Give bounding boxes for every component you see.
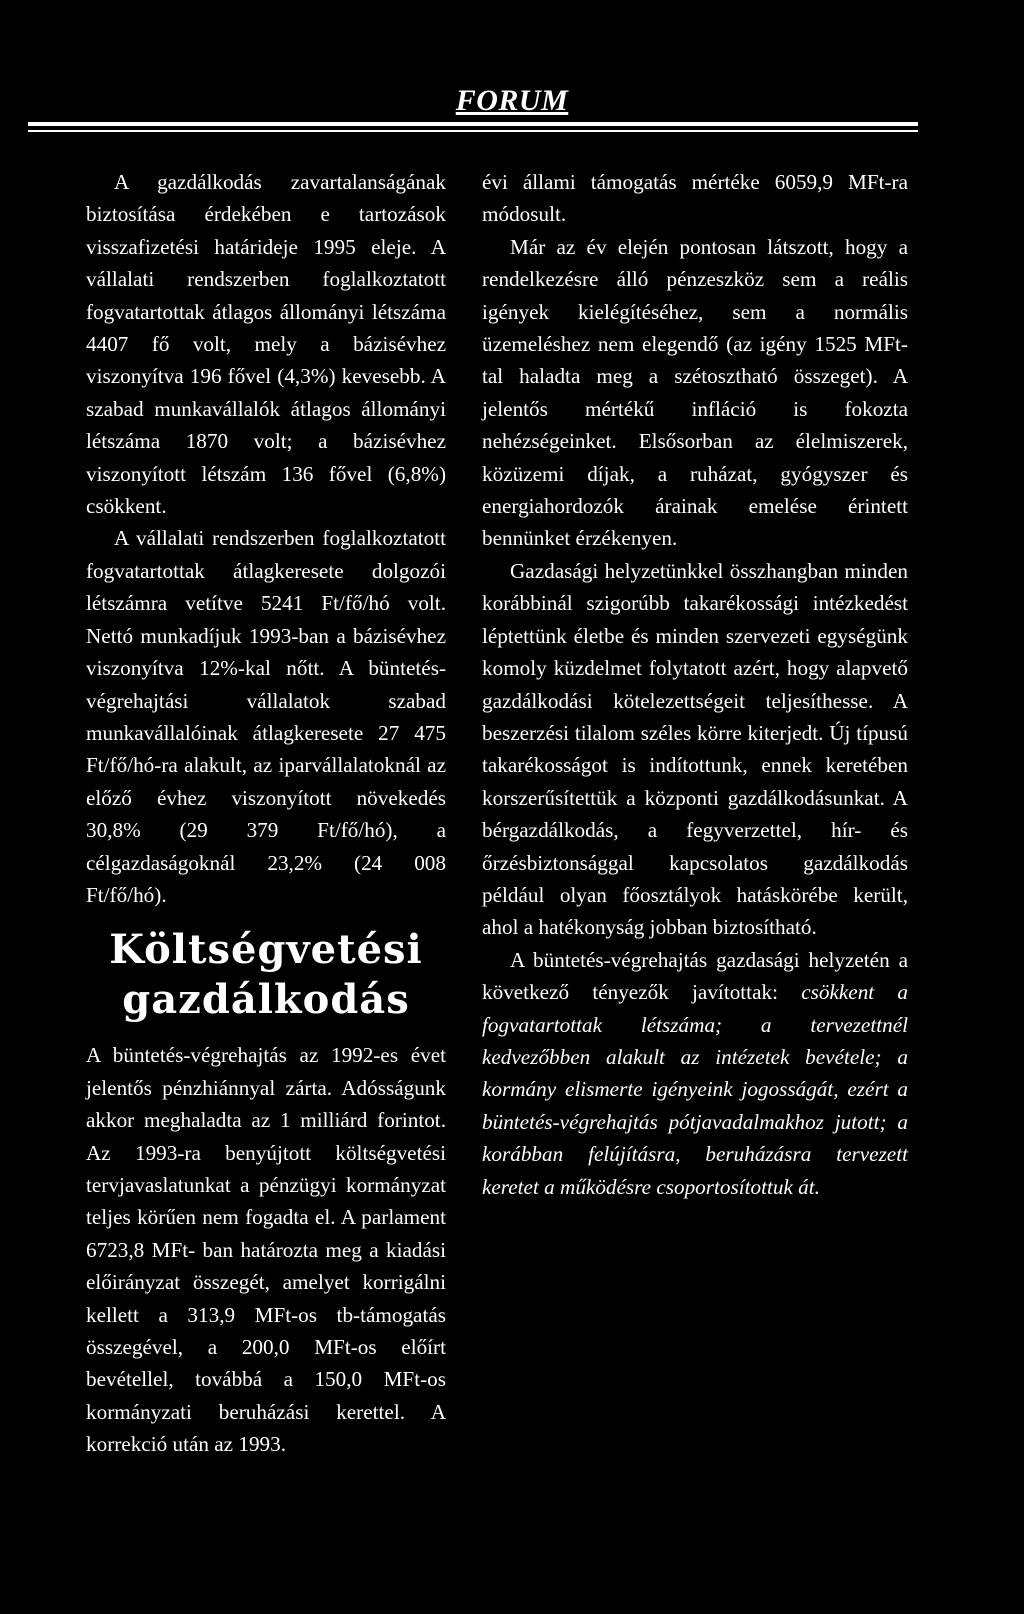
paragraph (482, 944, 908, 1203)
paragraph: évi állami támogatás mértéke 6059,9 MFt-ra módosult. (482, 170, 908, 227)
section-heading: Költségvetési gazdálkodás (109, 926, 423, 1024)
header-rule-thick (28, 122, 918, 126)
paragraph: Gazdasági helyzetünkkel összhangban minden korábbinál szigorúbb takarékossági intézkedést léptettünk életbe és minden szervezeti egységünk komoly küzdelmet folytatott azért, hogy alapvető gazdálkodási kötelezettségeit teljesíthesse. A beszerzési tilalom széles körre kiterjedt. Új típusú takarékosságot is indítottunk, ennek keretében korszerűsítettük a központi gazdálkodásunkat. A bérgazdálkodás, a fegyverzettel, hír- és őrzésbiztonsággal kapcsolatos gazdálkodás például olyan főosztályok hatáskörébe került, ahol a hatékonyság jobban biztosítható. (482, 558, 908, 940)
emphasized-list: csökkent a fogvatartottak létszáma; a tervezettnél kedvezőbben alakult az intézetek bevétele; a kormány elismerte igényeink jogosságát, ezért a büntetés-végrehajtás pótjavadalmakhoz jutott; a korábban felújításra, beruházásra tervezett keretet a működésre csoportosítottuk át. (482, 980, 909, 1199)
paragraph: A büntetés-végrehajtás az 1992-es évet jelentős pénzhiánnyal zárta. Adósságunk akkor meghaladta az 1 milliárd forintot. Az 1993-ra benyújtott költségvetési tervjavaslatunkat a pénzügyi kormányzat teljes körűen nem fogadta el. A parlament 6723,8 MFt- ban határozta meg a kiadási előirányzat összegét, amelyet korrigálni kellett a 313,9 MFt-os tb-támogatás összegével, a 200,0 MFt-os előírt bevétellel, továbbá a 150,0 MFt-os kormányzati beruházási kerettel. A korrekció után az 1993. (86, 1043, 446, 1457)
paragraph-intro: A büntetés-végrehajtás gazdasági helyzetén a következő tényezők javítottak: (482, 947, 908, 1005)
paragraph: A vállalati rendszerben foglalkoztatott fogvatartottak átlagkeresete dolgozói létszámra vetítve 5241 Ft/fő/hó volt. Nettó munkadíjuk 1993-ban a bázisévhez viszonyítva 12%-kal nőtt. A büntetés-végrehajtási vállalatok szabad munkavállalóinak átlagkeresete 27 475 Ft/fő/hó-ra alakult, az iparvállalatoknál az előző évhez viszonyított növekedés 30,8% (29 379 Ft/fő/hó), a célgazdaságoknál 23,2% (24 008 Ft/fő/hó). (86, 526, 446, 907)
paragraph: Már az év elején pontosan látszott, hogy a rendelkezésre álló pénzeszköz sem a reális igények kielégítéséhez, sem a normális üzemeléshez nem elegendő (az igény 1525 MFt-tal haladta meg a szétosztható összeget). A jelentős mértékű infláció is fokozta nehézségeinket. Elsősorban az élelmiszerek, közüzemi díjak, a ruházat, gyógyszer és energiahordozók árainak emelése érintett bennünket érzékenyen. (482, 234, 908, 551)
page-header-title: FORUM (455, 84, 569, 117)
left-column (86, 166, 446, 1461)
header-rule-thin (28, 130, 918, 132)
right-column (482, 166, 908, 1203)
paragraph: A gazdálkodás zavartalanságának biztosítása érdekében e tartozások visszafizetési határideje 1995 eleje. A vállalati rendszerben foglalkoztatott fogvatartottak átlagos állományi létszáma 4407 fő volt, mely a bázisévhez viszonyítva 196 fővel (4,3%) kevesebb. A szabad munkavállalók átlagos állományi létszáma 1870 volt; a bázisévhez viszonyított létszám 136 fővel (6,8%) csökkent. (86, 170, 446, 519)
